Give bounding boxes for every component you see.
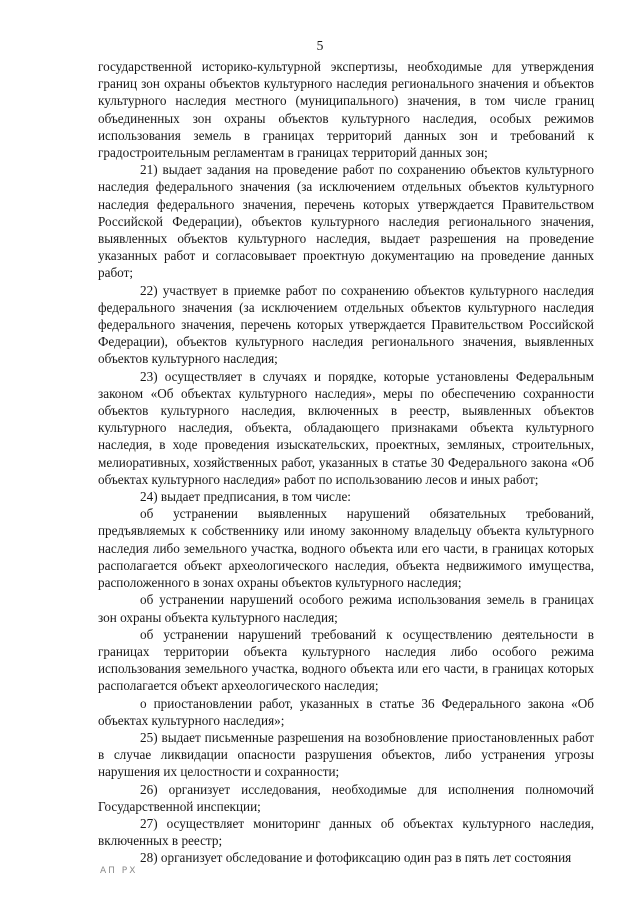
page-number: 5 bbox=[316, 38, 324, 53]
paragraph-item-24-activity-requirements: об устранении нарушений требований к осуществлению деятельности в границах территории объекта культурного наследия либо особого режима использования земельного участка, водного объекта или его части, в границах которых располагается объект археологического наследия; bbox=[98, 626, 594, 694]
paragraph-item-27: 27) осуществляет мониторинг данных об объектах культурного наследия, включенных в реестр; bbox=[98, 815, 594, 849]
footer-stamp-mark: АП РХ bbox=[100, 866, 138, 876]
paragraph-item-22: 22) участвует в приемке работ по сохранению объектов культурного наследия федерального значения (за исключением отдельных объектов культурного наследия федерального значения, перечень которых утверждается Правительством Российской Федерации), объектов культурного наследия регионального значения, выявленных объектов культурного наследия; bbox=[98, 282, 594, 367]
paragraph-item-24-violations: об устранении выявленных нарушений обязательных требований, предъявляемых к собственнику или иному законному владельцу объекта культурного наследия либо земельного участка, водного объекта или его части, в границах которых располагается объект археологического наследия, объекта недвижимого имущества, расположенного в зонах охраны объектов культурного наследия; bbox=[98, 506, 594, 591]
paragraph-continuation: государственной историко-культурной экспертизы, необходимые для утверждения границ зон охраны объектов культурного наследия регионального значения и объектов культурного наследия местного (муниципального) значения, в том числе границ объединенных зон охраны объектов культурного наследия, особых режимов использования земель в границах территорий данных зон и требований к градостроительным регламентам в границах территорий данных зон; bbox=[98, 59, 594, 161]
paragraph-item-24: 24) выдает предписания, в том числе: bbox=[140, 489, 351, 505]
paragraph-item-24-land-regime: об устранении нарушений особого режима использования земель в границах зон охраны объекта культурного наследия; bbox=[98, 592, 594, 625]
paragraph-item-25: 25) выдает письменные разрешения на возобновление приостановленных работ в случае ликвидации опасности разрушения объектов, либо устранения угрозы нарушения их целостности и сохранности; bbox=[98, 729, 594, 780]
paragraph-item-21: 21) выдает задания на проведение работ по сохранению объектов культурного наследия федерального значения (за исключением отдельных объектов культурного наследия федерального значения, перечень которых утверждается Правительством Российской Федерации), объектов культурного наследия регионального значения, выявленных объектов культурного наследия, выдает разрешения на проведение указанных работ и согласовывает проектную документацию на проведение данных работ; bbox=[98, 162, 594, 281]
paragraph-item-26: 26) организует исследования, необходимые для исполнения полномочий Государственной инспекции; bbox=[98, 781, 594, 814]
document-body bbox=[98, 58, 594, 867]
paragraph-item-23: 23) осуществляет в случаях и порядке, которые установлены Федеральным законом «Об объектах культурного наследия», меры по обеспечению сохранности объектов культурного наследия, включенных в реестр, выявленных объектов культурного наследия, объекта, обладающего признаками объекта культурного наследия, в ходе проведения изыскательских, проектных, земляных, строительных, мелиоративных, хозяйственных работ, указанных в статье 30 Федерального закона «Об объектах культурного наследия» работ по использованию лесов и иных работ; bbox=[98, 368, 594, 487]
paragraph-item-28: 28) организует обследование и фотофиксацию один раз в пять лет состояния bbox=[140, 850, 572, 866]
paragraph-item-24-suspension: о приостановлении работ, указанных в статье 36 Федерального закона «Об объектах культурного наследия»; bbox=[98, 695, 594, 728]
